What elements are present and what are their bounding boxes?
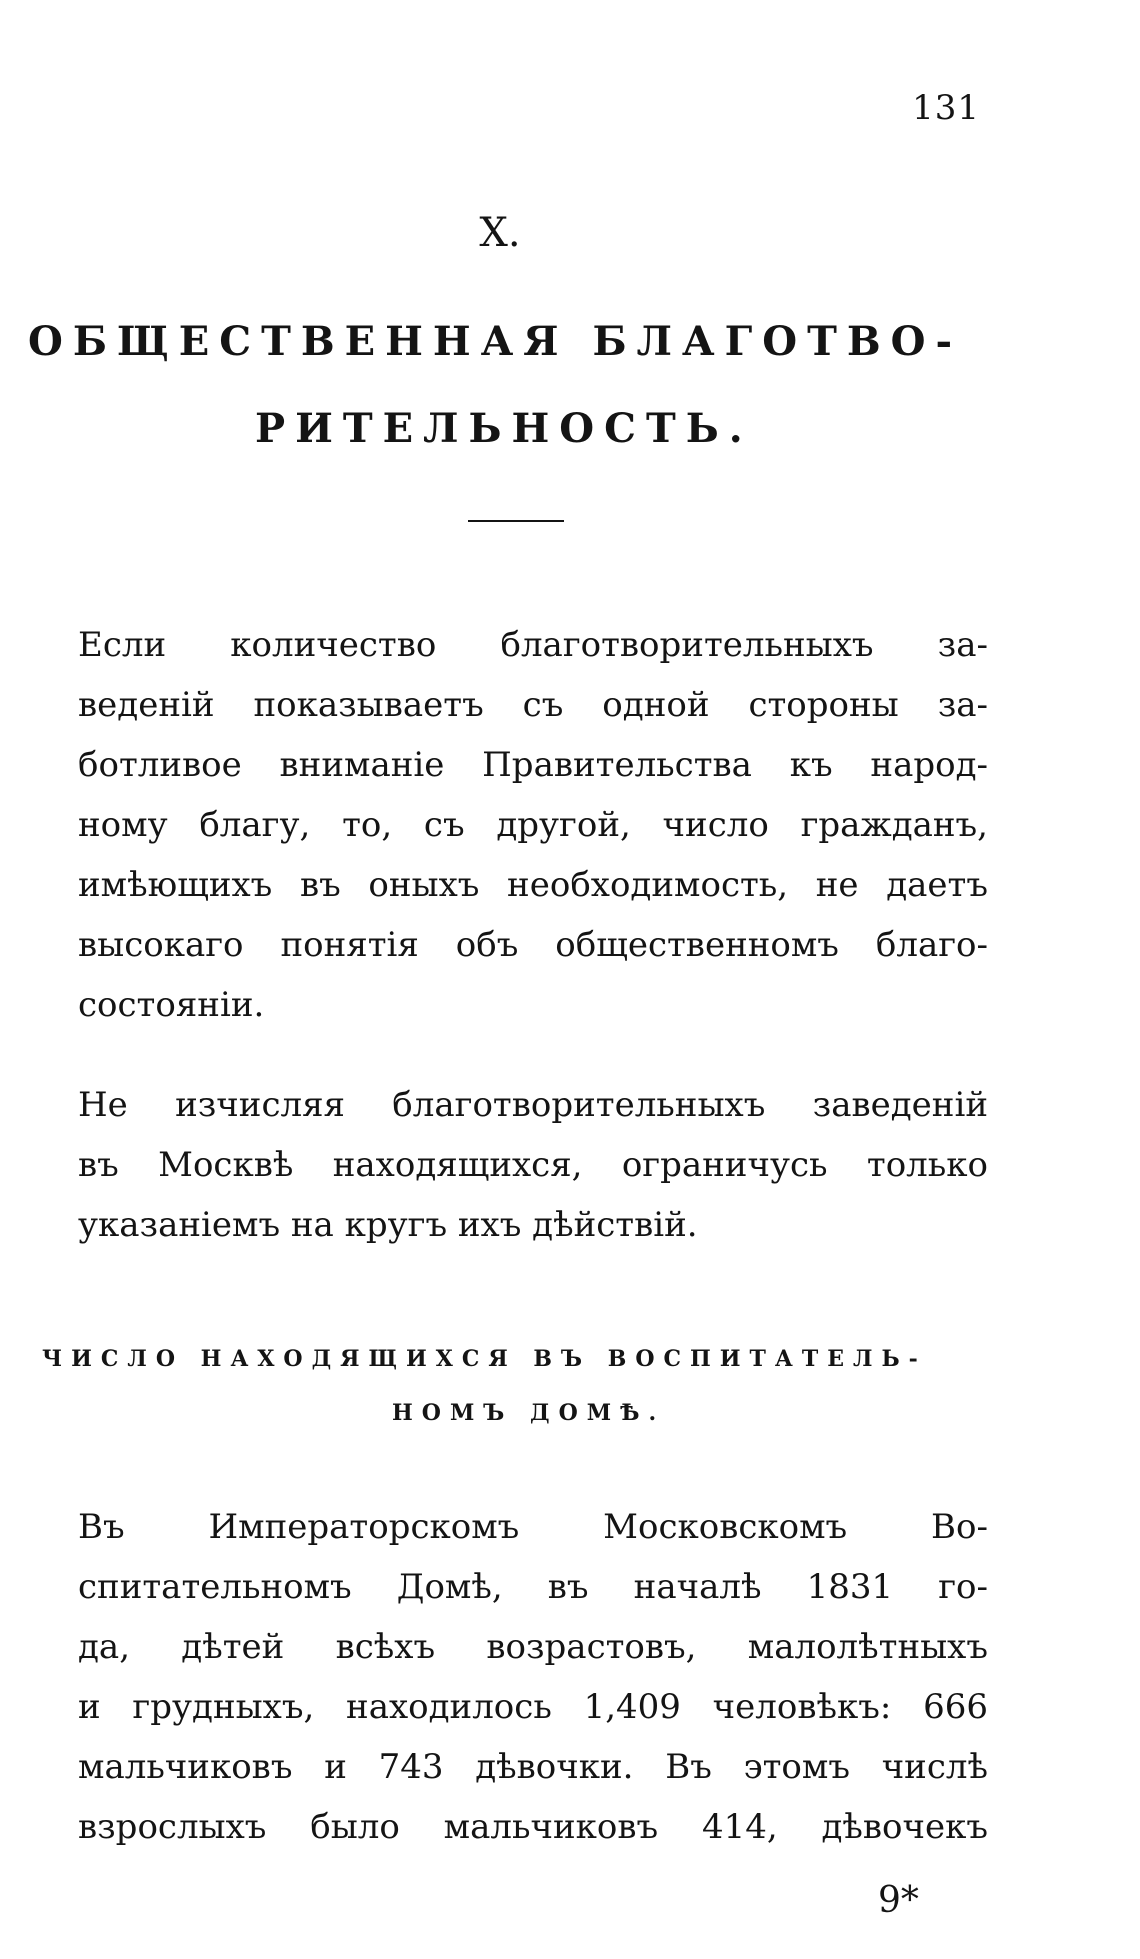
paragraph-2-line: указаніемъ на кругъ ихъ дѣйствій. — [78, 1205, 698, 1245]
paragraph-2-line: Не изчисляя благотворительныхъ заведеній — [78, 1085, 988, 1125]
paragraph-3-line: и грудныхъ, находилось 1,409 человѣкъ: 666 — [78, 1687, 988, 1727]
paragraph-1 — [78, 615, 988, 1035]
section-heading-line-1: ЧИСЛО НАХОДЯЩИХСЯ ВЪ ВОСПИТАТЕЛЬ- — [42, 1346, 927, 1372]
chapter-title-line-1: ОБЩЕСТВЕННАЯ БЛАГОТВО- — [28, 318, 963, 365]
paragraph-3-line: да, дѣтей всѣхъ возрастовъ, малолѣтныхъ — [78, 1627, 988, 1667]
paragraph-1-line: состояніи. — [78, 985, 265, 1025]
paragraph-1-line: ному благу, то, съ другой, число гражданъ, — [78, 805, 988, 845]
paragraph-3-line: мальчиковъ и 743 дѣвочки. Въ этомъ числѣ — [78, 1747, 988, 1787]
title-divider — [468, 520, 564, 522]
paragraph-1-line: высокаго понятія объ общественномъ благо- — [78, 925, 988, 965]
chapter-number: X. — [479, 210, 521, 256]
paragraph-3-line: взрослыхъ было мальчиковъ 414, дѣвочекъ — [78, 1807, 988, 1847]
section-heading-line-2: НОМЪ ДОМѢ. — [392, 1400, 666, 1426]
page-number: 131 — [912, 88, 980, 128]
paragraph-1-line: имѣющихъ въ оныхъ необходимость, не даетъ — [78, 865, 988, 905]
paragraph-3-line: спитательномъ Домѣ, въ началѣ 1831 го- — [78, 1567, 988, 1607]
paragraph-2 — [78, 1075, 988, 1255]
paragraph-1-line: Если количество благотворительныхъ за- — [78, 625, 988, 665]
paragraph-1-line: веденій показываетъ съ одной стороны за- — [78, 685, 988, 725]
chapter-title-line-2: РИТЕЛЬНОСТЬ. — [255, 405, 753, 452]
paragraph-1-line: ботливое вниманіе Правительства къ народ- — [78, 745, 988, 785]
paragraph-2-line: въ Москвѣ находящихся, ограничусь только — [78, 1145, 988, 1185]
signature-mark: 9* — [878, 1880, 919, 1921]
paragraph-3-line: Въ Императорскомъ Московскомъ Во- — [78, 1507, 988, 1547]
paragraph-3 — [78, 1497, 988, 1857]
